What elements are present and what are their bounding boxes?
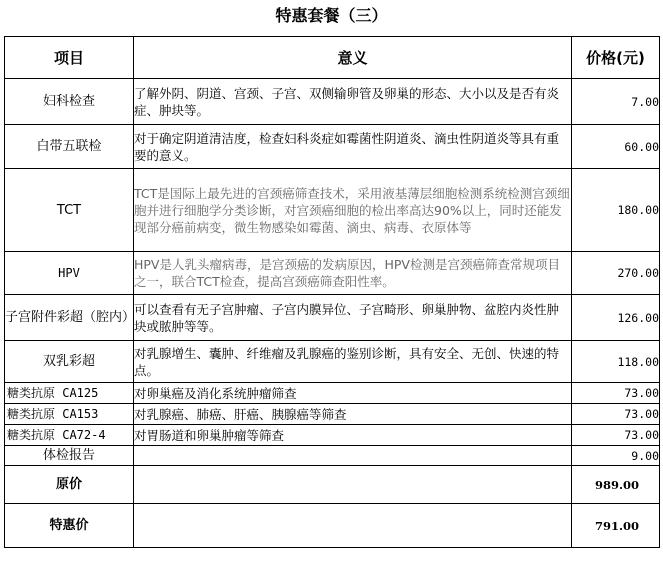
row-meaning [134,446,572,466]
package-table [4,36,660,548]
row-item: TCT [5,169,134,252]
row-meaning: 对于确定阴道清洁度，检查妇科炎症如霉菌性阴道炎、滴虫性阴道炎等具有重要的意义。 [134,125,572,169]
row-meaning: 对卵巢癌及消化系统肿瘤筛查 [134,383,572,404]
page-title: 特惠套餐（三） [275,6,388,25]
row-meaning: 可以查看有无子宫肿瘤、子宫内膜异位、子宫畸形、卵巢肿物、盆腔内炎性肿块或脓肿等等。 [134,295,572,341]
row-item: HPV [5,252,134,295]
header-item: 项目 [5,37,134,79]
row-meaning: 对乳腺增生、囊肿、纤维瘤及乳腺癌的鉴别诊断，具有安全、无创、快速的特点。 [134,341,572,383]
original-price-meaning [134,466,572,504]
row-meaning: TCT是国际上最先进的宫颈癌筛查技术，采用液基薄层细胞检测系统检测宫颈细胞并进行细胞学分类诊断，对宫颈癌细胞的检出率高达90%以上，同时还能发现部分癌前病变，微生物感染如霉菌、滴虫、病毒、衣原体等 [134,169,572,252]
table-row [5,404,660,425]
row-price: 270.00 [572,252,660,295]
table-row [5,125,660,169]
row-price: 118.00 [572,341,660,383]
row-price: 73.00 [572,383,660,404]
table-row [5,425,660,446]
row-item: 糖类抗原 CA153 [5,404,134,425]
table-row [5,383,660,404]
special-price-label: 特惠价 [5,504,134,548]
header-price: 价格(元) [572,37,660,79]
table-row [5,341,660,383]
special-price-row [5,504,660,548]
table-row [5,446,660,466]
row-meaning: 对胃肠道和卵巢肿瘤等筛查 [134,425,572,446]
row-price: 180.00 [572,169,660,252]
header-meaning: 意义 [134,37,572,79]
row-item: 糖类抗原 CA125 [5,383,134,404]
special-price-meaning [134,504,572,548]
row-item: 妇科检查 [5,79,134,125]
table-row [5,79,660,125]
original-price-value: 989.00 [572,466,660,504]
row-item: 子宫附件彩超（腔内） [5,295,134,341]
row-meaning: HPV是人乳头瘤病毒，是宫颈癌的发病原因，HPV检测是宫颈癌筛查常规项目之一，联合TCT检查，提高宫颈癌筛查阳性率。 [134,252,572,295]
row-item: 体检报告 [5,446,134,466]
row-price: 7.00 [572,79,660,125]
row-price: 9.00 [572,446,660,466]
row-item: 糖类抗原 CA72-4 [5,425,134,446]
row-meaning: 对乳腺癌、肺癌、肝癌、胰腺癌等筛查 [134,404,572,425]
row-item: 白带五联检 [5,125,134,169]
special-price-value: 791.00 [572,504,660,548]
table-row [5,169,660,252]
table-row [5,252,660,295]
original-price-row [5,466,660,504]
row-meaning: 了解外阴、阴道、宫颈、子宫、双侧输卵管及卵巢的形态、大小以及是否有炎症、肿块等。 [134,79,572,125]
table-row [5,295,660,341]
row-price: 60.00 [572,125,660,169]
row-price: 73.00 [572,425,660,446]
row-price: 73.00 [572,404,660,425]
table-header-row [5,37,660,79]
original-price-label: 原价 [5,466,134,504]
row-price: 126.00 [572,295,660,341]
row-item: 双乳彩超 [5,341,134,383]
